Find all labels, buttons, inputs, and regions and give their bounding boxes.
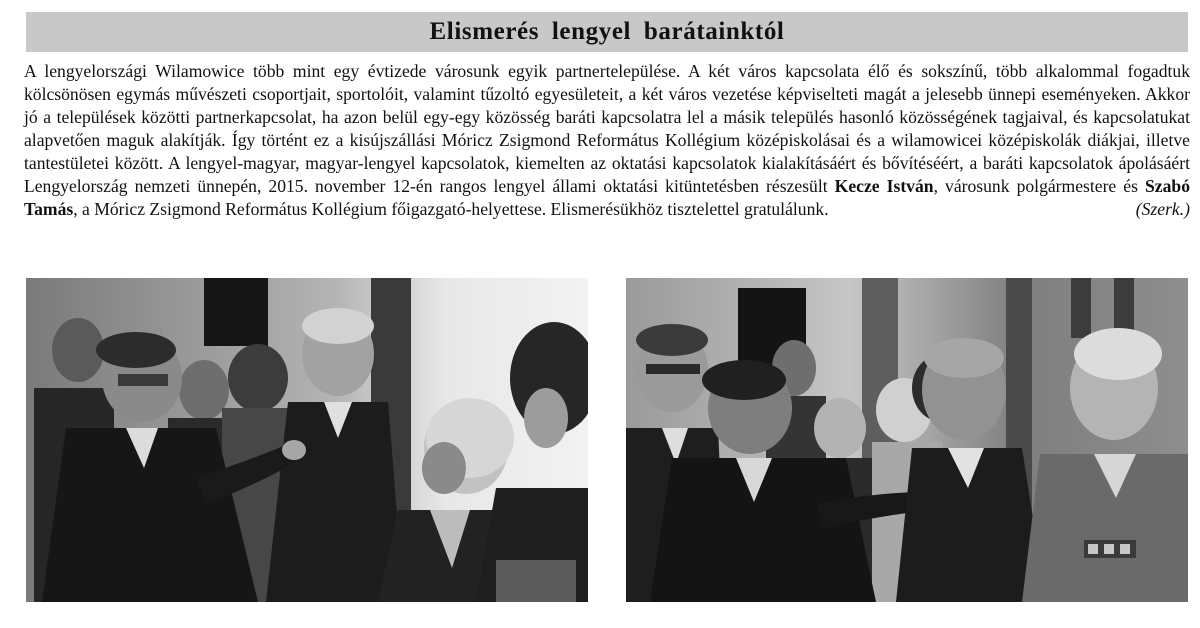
photo-ceremony-left [26,278,588,602]
article-body [24,60,1190,221]
photo-ceremony-left-image [26,278,588,602]
editor-signature: (Szerk.) [1135,199,1190,219]
article-text-part2: , városunk polgármestere és [933,176,1146,196]
honoree-name-1: Kecze István [834,176,934,196]
headline-bar [26,12,1188,52]
article-text-part1: A lengyelországi Wilamowice több mint egy évtizede városunk egyik partnertelepülése. A két város kapcsolata élő és sokszínű, több alkalommal fogadtuk kölcsönösen egymás művészeti csoportjait, sportolóit, valamint tűzoltó egyesületeit, a két város vezetése képviselteti magát a jelesebb ünnepi eseményeken. Akkor jó a települések közötti partnerkapcsolat, ha azon belül egy-egy közösség baráti kapcsolatra lel a másik település hasonló közösségének tagjaival, és kapcsolatukat alapvetően maguk alakítják. Így történt ez a kisújszállási Móricz Zsigmond Református Kollégium középiskolásai és a wilamowicei középiskolák diákjai, illetve tantestületei között. A lengyel-magyar, magyar-lengyel kapcsolatok, kiemelten az oktatási kapcsolatok kialakításáért és bővítéséért, a baráti kapcsolatok ápolásáért Lengyelország nemzeti ünnepén, 2015. november 12-én rangos lengyel állami oktatási kitüntetésben részesült [24,61,1190,196]
headline: Elismerés lengyel barátainktól [429,18,785,45]
photo-ceremony-right-image [626,278,1188,602]
photo-ceremony-right [626,278,1188,602]
article-text-part3: , a Móricz Zsigmond Református Kollégium főigazgató-helyettese. Elismerésükhöz tisztelettel gratulálunk. [73,199,829,219]
honoree-name-2: Szabó Tamás [24,176,1190,219]
